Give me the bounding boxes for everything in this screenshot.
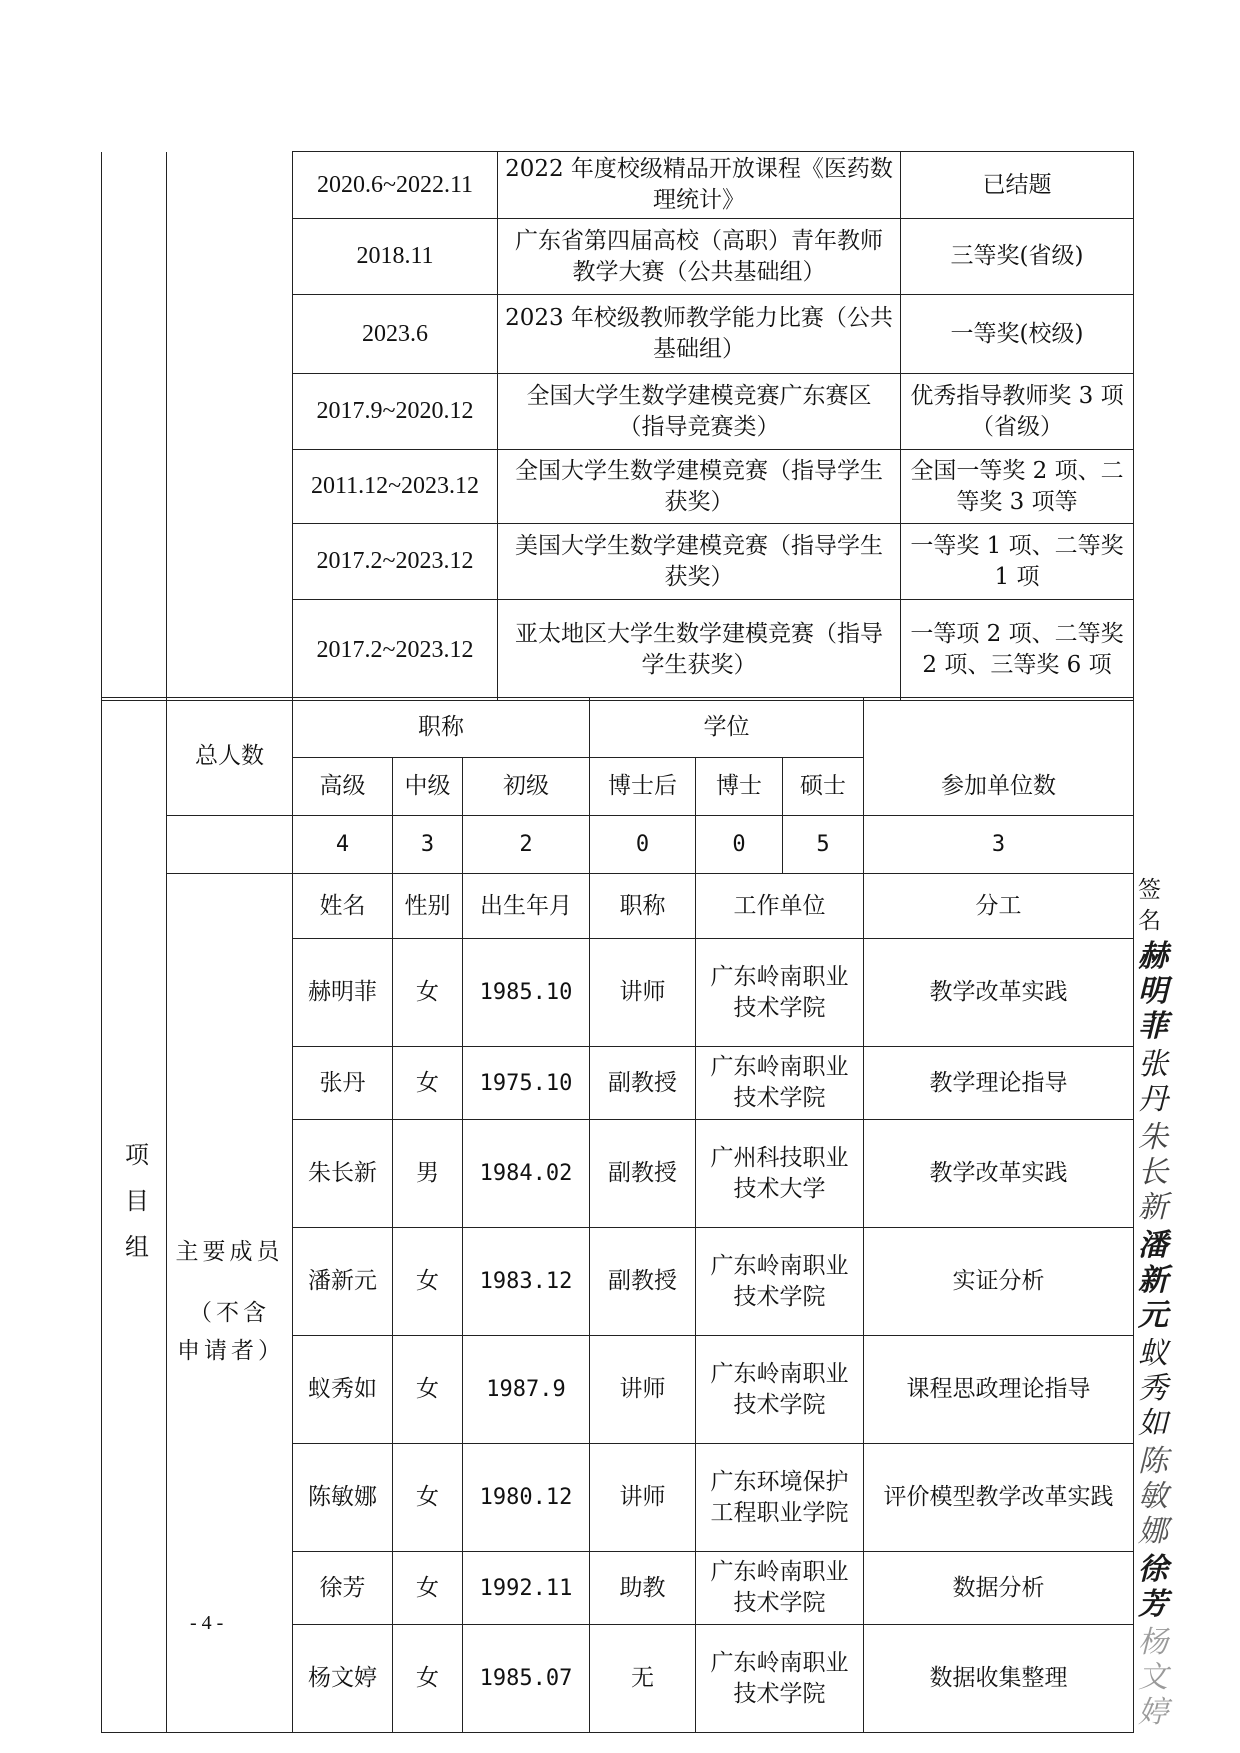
member-birth: 1983.12 <box>463 1228 590 1336</box>
member-unit: 广东岭南职业技术学院 <box>696 1552 864 1625</box>
count-phd: 0 <box>696 816 783 874</box>
member-name: 张丹 <box>293 1047 393 1120</box>
member-unit: 广东岭南职业技术学院 <box>696 1228 864 1336</box>
member-name: 赫明菲 <box>293 939 393 1047</box>
signature-image: 朱长新 <box>1138 1120 1169 1225</box>
award-date: 2020.6~2022.11 <box>293 152 498 219</box>
header-title: 职称 <box>590 874 696 939</box>
members-label-cell <box>167 874 293 1733</box>
member-role: 课程思政理论指导 <box>864 1336 1134 1444</box>
member-name: 陈敏娜 <box>293 1444 393 1552</box>
header-birth: 出生年月 <box>463 874 590 939</box>
member-role: 实证分析 <box>864 1228 1134 1336</box>
member-gender: 女 <box>393 1228 463 1336</box>
award-result: 优秀指导教师奖 3 项（省级） <box>901 374 1134 450</box>
count-middle: 3 <box>393 816 463 874</box>
member-title: 副教授 <box>590 1228 696 1336</box>
member-gender: 女 <box>393 1552 463 1625</box>
member-birth: 1987.9 <box>463 1336 590 1444</box>
signature-image: 杨文婷 <box>1138 1625 1169 1730</box>
award-date: 2011.12~2023.12 <box>293 450 498 524</box>
member-role: 教学理论指导 <box>864 1047 1134 1120</box>
count-master: 5 <box>783 816 864 874</box>
degree-master-label: 硕士 <box>783 758 864 816</box>
header-gender: 性别 <box>393 874 463 939</box>
award-result: 一等项 2 项、二等奖 2 项、三等奖 6 项 <box>901 600 1134 701</box>
member-birth: 1985.10 <box>463 939 590 1047</box>
award-item: 2022 年度校级精品开放课程《医药数理统计》 <box>498 152 901 219</box>
member-name: 朱长新 <box>293 1120 393 1228</box>
member-unit: 广东岭南职业技术学院 <box>696 1047 864 1120</box>
page-number: - 4 - <box>190 1612 224 1634</box>
member-birth: 1980.12 <box>463 1444 590 1552</box>
award-date: 2017.2~2023.12 <box>293 524 498 600</box>
count-senior: 4 <box>293 816 393 874</box>
member-name: 杨文婷 <box>293 1625 393 1733</box>
award-date: 2018.11 <box>293 219 498 295</box>
header-role: 分工 <box>864 874 1134 939</box>
title-junior-label: 初级 <box>463 758 590 816</box>
award-result: 三等奖(省级) <box>901 219 1134 295</box>
member-title: 讲师 <box>590 1336 696 1444</box>
award-date: 2017.9~2020.12 <box>293 374 498 450</box>
award-date: 2017.2~2023.12 <box>293 600 498 701</box>
blank-header-cell <box>864 698 1134 758</box>
degree-postdoc-label: 博士后 <box>590 758 696 816</box>
header-name: 姓名 <box>293 874 393 939</box>
member-role: 评价模型教学改革实践 <box>864 1444 1134 1552</box>
member-name: 徐芳 <box>293 1552 393 1625</box>
award-item: 广东省第四届高校（高职）青年教师教学大赛（公共基础组） <box>498 219 901 295</box>
member-unit: 广东岭南职业技术学院 <box>696 1625 864 1733</box>
header-unit: 工作单位 <box>696 874 864 939</box>
award-item: 2023 年校级教师教学能力比赛（公共基础组） <box>498 295 901 374</box>
members-label: 主要成员 <box>175 1238 284 1265</box>
member-role: 数据分析 <box>864 1552 1134 1625</box>
award-result: 已结题 <box>901 152 1134 219</box>
member-title: 无 <box>590 1625 696 1733</box>
award-result: 一等奖(校级) <box>901 295 1134 374</box>
signature-image: 赫明菲 <box>1138 939 1169 1044</box>
member-gender: 女 <box>393 1444 463 1552</box>
project-team-table: 项目组 总人数 职称 学位 高级 中级 初级 博士后 博士 硕士 参加单位数 4 3 2 0 0 5 3 主要成员 （不含申请者） 姓名 性别 出生年月 职称 工作单位 分工 签名 赫明菲 女 1985.10 讲师 广东岭南职业技术学院 教学改革实践 赫明菲 张丹 女 1975.10 副教授 广东岭南职业技术学院 教学理论指导 张丹 朱长新 男 1984.02 副教授 广州科技职业技术大学 教学改革实践 朱长新 潘新元 女 1983.12 副教授 广东岭南职业技术学院 实证分析 潘新元 蚁秀如 女 1987.9 讲师 广东岭南职业技术学院 课程思政理论指导 蚁秀如 陈敏娜 女 1980.12 讲师 广东环境保护工程职业学院 评价模型教学改革实践 陈敏娜 徐芳 女 1992.11 助教 广东岭南职业技术学院 数据分析 徐芳 杨文婷 女 1985.07 无 广东岭南职业技术学院 数据收集整理 杨文婷 <box>101 697 1134 1733</box>
total-count-label: 总人数 <box>167 698 293 816</box>
units-label: 参加单位数 <box>864 758 1134 816</box>
member-role: 教学改革实践 <box>864 939 1134 1047</box>
award-result: 一等奖 1 项、二等奖 1 项 <box>901 524 1134 600</box>
member-birth: 1984.02 <box>463 1120 590 1228</box>
signature-image: 潘新元 <box>1138 1228 1169 1333</box>
title-middle-label: 中级 <box>393 758 463 816</box>
signature-image: 蚁秀如 <box>1138 1336 1169 1441</box>
title-header: 职称 <box>293 698 590 758</box>
award-item: 亚太地区大学生数学建模竞赛（指导学生获奖） <box>498 600 901 701</box>
count-junior: 2 <box>463 816 590 874</box>
member-title: 副教授 <box>590 1047 696 1120</box>
member-unit: 广东岭南职业技术学院 <box>696 1336 864 1444</box>
signature-image: 陈敏娜 <box>1138 1444 1169 1549</box>
award-item: 全国大学生数学建模竞赛（指导学生获奖） <box>498 450 901 524</box>
project-group-label <box>102 698 167 1733</box>
award-row <box>102 152 1134 219</box>
member-birth: 1985.07 <box>463 1625 590 1733</box>
member-unit: 广州科技职业技术大学 <box>696 1120 864 1228</box>
member-title: 讲师 <box>590 1444 696 1552</box>
member-unit: 广东环境保护工程职业学院 <box>696 1444 864 1552</box>
count-units: 3 <box>864 816 1134 874</box>
signature-image: 张丹 <box>1138 1047 1169 1117</box>
member-role: 教学改革实践 <box>864 1120 1134 1228</box>
awards-table <box>101 151 1134 701</box>
member-name: 潘新元 <box>293 1228 393 1336</box>
member-unit: 广东岭南职业技术学院 <box>696 939 864 1047</box>
degree-phd-label: 博士 <box>696 758 783 816</box>
member-birth: 1975.10 <box>463 1047 590 1120</box>
blank-subcell <box>167 152 293 701</box>
member-title: 讲师 <box>590 939 696 1047</box>
member-title: 副教授 <box>590 1120 696 1228</box>
total-count-value <box>167 816 293 874</box>
title-senior-label: 高级 <box>293 758 393 816</box>
member-gender: 女 <box>393 1047 463 1120</box>
member-birth: 1992.11 <box>463 1552 590 1625</box>
project-group-text: 项目组 <box>120 1141 149 1280</box>
member-gender: 男 <box>393 1120 463 1228</box>
member-role: 数据收集整理 <box>864 1625 1134 1733</box>
degree-header: 学位 <box>590 698 864 758</box>
member-title: 助教 <box>590 1552 696 1625</box>
member-gender: 女 <box>393 1625 463 1733</box>
blank-label-cell <box>102 152 167 701</box>
award-item: 美国大学生数学建模竞赛（指导学生获奖） <box>498 524 901 600</box>
member-gender: 女 <box>393 939 463 1047</box>
count-postdoc: 0 <box>590 816 696 874</box>
members-note: （不含申请者） <box>177 1299 285 1364</box>
award-date: 2023.6 <box>293 295 498 374</box>
award-result: 全国一等奖 2 项、二等奖 3 项等 <box>901 450 1134 524</box>
member-gender: 女 <box>393 1336 463 1444</box>
signature-image: 徐芳 <box>1138 1552 1169 1622</box>
award-item: 全国大学生数学建模竞赛广东赛区（指导竞赛类） <box>498 374 901 450</box>
member-name: 蚁秀如 <box>293 1336 393 1444</box>
